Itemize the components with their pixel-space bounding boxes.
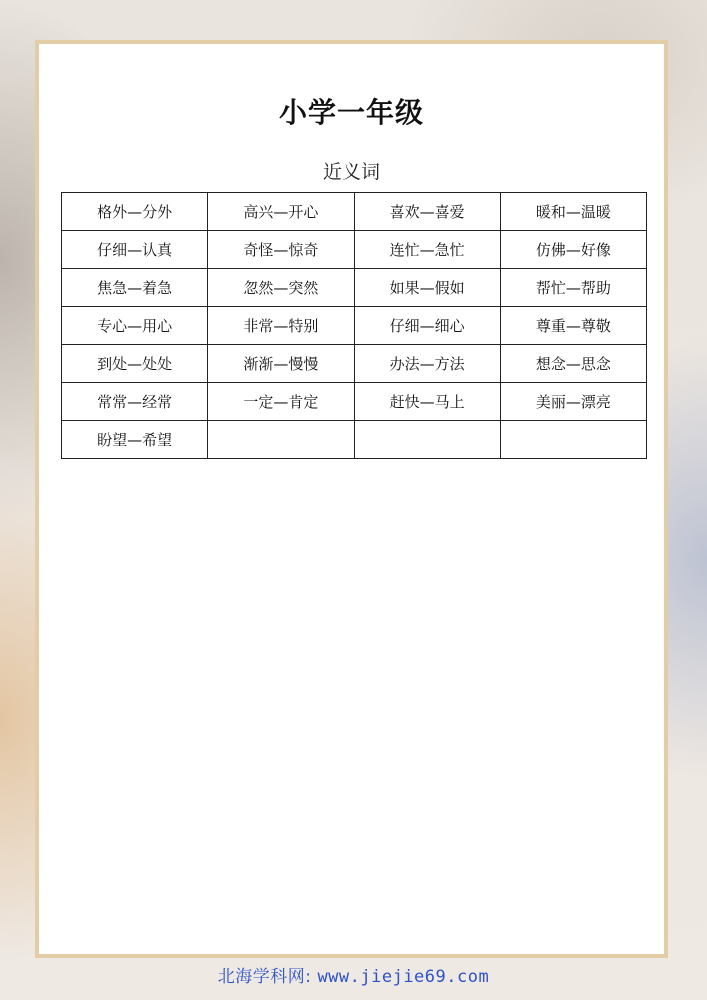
table-row	[62, 345, 647, 383]
table-cell: 暖和—温暖	[500, 193, 646, 231]
footer-url-link[interactable]: www.jiejie69.com	[317, 967, 490, 987]
table-cell: 尊重—尊敬	[500, 307, 646, 345]
table-row	[62, 421, 647, 459]
table-row	[62, 269, 647, 307]
synonym-table	[61, 192, 647, 459]
table-cell: 渐渐—慢慢	[208, 345, 354, 383]
document-page	[35, 40, 668, 958]
table-cell: 忽然—突然	[208, 269, 354, 307]
footer-watermark	[0, 966, 707, 988]
table-row	[62, 231, 647, 269]
table-cell: 美丽—漂亮	[500, 383, 646, 421]
table-cell: 仿佛—好像	[500, 231, 646, 269]
table-cell: 焦急—着急	[62, 269, 208, 307]
table-cell: 盼望—希望	[62, 421, 208, 459]
footer-site-label: 北海学科网:	[217, 967, 312, 987]
table-cell: 连忙—急忙	[354, 231, 500, 269]
table-cell: 仔细—认真	[62, 231, 208, 269]
table-cell: 高兴—开心	[208, 193, 354, 231]
table-cell: 格外—分外	[62, 193, 208, 231]
page-title: 小学一年级	[278, 96, 424, 129]
table-cell: 到处—处处	[62, 345, 208, 383]
table-row	[62, 193, 647, 231]
table-row	[62, 383, 647, 421]
table-cell: 赶快—马上	[354, 383, 500, 421]
table-cell: 如果—假如	[354, 269, 500, 307]
table-cell-empty	[354, 421, 500, 459]
table-cell-empty	[208, 421, 354, 459]
table-cell: 仔细—细心	[354, 307, 500, 345]
table-cell: 一定—肯定	[208, 383, 354, 421]
table-row	[62, 307, 647, 345]
table-cell: 非常—特别	[208, 307, 354, 345]
table-cell: 奇怪—惊奇	[208, 231, 354, 269]
table-cell: 喜欢—喜爱	[354, 193, 500, 231]
table-cell: 办法—方法	[354, 345, 500, 383]
table-cell: 帮忙—帮助	[500, 269, 646, 307]
table-cell: 想念—思念	[500, 345, 646, 383]
section-subtitle: 近义词	[322, 161, 380, 183]
table-cell: 专心—用心	[62, 307, 208, 345]
table-cell: 常常—经常	[62, 383, 208, 421]
table-cell-empty	[500, 421, 646, 459]
